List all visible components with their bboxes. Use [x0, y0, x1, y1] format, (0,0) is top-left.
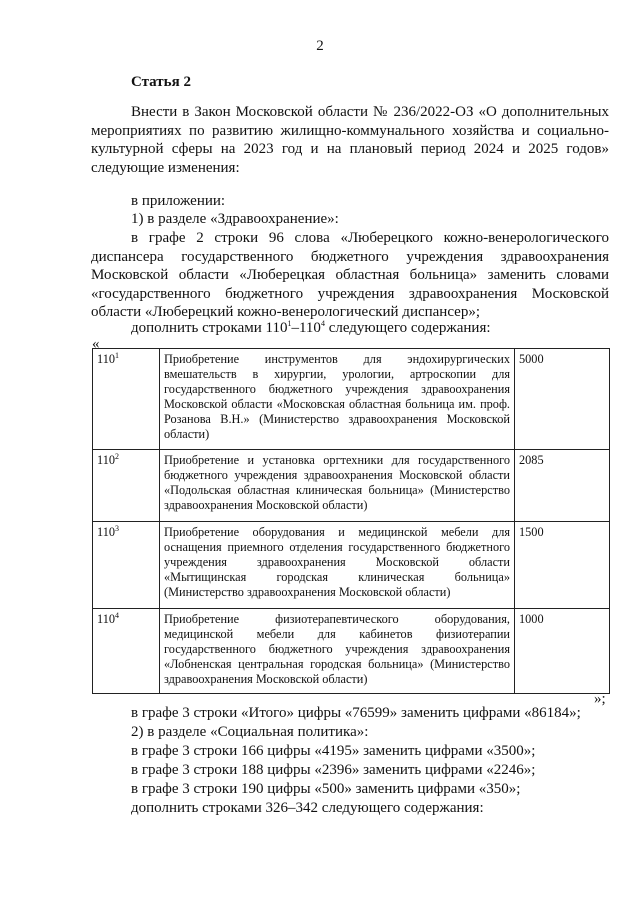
add-rows-prefix: дополнить строками 110 [131, 320, 288, 336]
intro-line: мероприятиях по развитию жилищно-коммунального хозяйства и социально- [91, 122, 609, 139]
row-amount: 1000 [515, 609, 610, 694]
section1-heading: 1) в разделе «Здравоохранение»: [131, 211, 339, 227]
add-rows-sup1: 1 [287, 319, 292, 328]
row-description: Приобретение инструментов для эндохирургических вмешательств в хирургии, урологии, артроскопии для государственного бюджетного учреждения здравоохранения Московской области «Московская областная больница им. проф. Розанова В.Н.» (Министерство здравоохранения Московской области) [160, 349, 515, 450]
annex-label: в приложении: [131, 193, 226, 209]
section1-line: Московской области «Люберецкая областная больница» заменить словами [91, 267, 609, 283]
table-row [93, 609, 610, 694]
table-row [93, 450, 610, 522]
article-title: Статья 2 [131, 74, 191, 90]
section1-line: «государственного бюджетного учреждения здравоохранения Московской [91, 285, 609, 302]
page-number: 2 [316, 38, 324, 54]
add-rows-dash: –110 [291, 320, 321, 336]
row-amount: 2085 [515, 450, 610, 522]
row-amount: 5000 [515, 349, 610, 450]
after-line: в графе 3 строки 166 цифры «4195» заменить цифрами «3500»; [131, 743, 536, 759]
section1-paragraph [91, 229, 609, 322]
row-number: $110^4$ [93, 609, 160, 694]
after-line: в графе 3 строки 190 цифры «500» заменить цифрами «350»; [131, 781, 521, 797]
quote-open: « [92, 336, 100, 352]
intro-line: следующие изменения: [91, 159, 240, 176]
quote-close: »; [594, 691, 606, 707]
row-number: $110^2$ [93, 450, 160, 522]
row-description: Приобретение физиотерапевтического оборудования, медицинской мебели для кабинетов физиотерапии государственного бюджетного учреждения здравоохранения «Лобненская центральная городская больница» (Министерство здравоохранения Московской области) [160, 609, 515, 694]
intro-line: культурной сферы на 2023 год и на плановый период 2024 и 2025 годов» [91, 141, 609, 157]
row-number: $110^1$ [93, 349, 160, 450]
after-line: дополнить строками 326–342 следующего содержания: [131, 800, 484, 816]
row-description: Приобретение оборудования и медицинской мебели для оснащения приемного отделения государственного бюджетного учреждения здравоохранения Московской области «Мытищинская городская клиническая больница» (Министерство здравоохранения Московской области) [160, 522, 515, 609]
after-line: в графе 3 строки 188 цифры «2396» заменить цифрами «2246»; [131, 762, 536, 778]
add-rows-suffix: следующего содержания: [324, 320, 491, 336]
intro-paragraph [91, 103, 609, 177]
intro-line: Внести в Закон Московской области № 236/2022-ОЗ «О дополнительных [131, 104, 609, 120]
add-rows-line [131, 320, 491, 337]
row-amount: 1500 [515, 522, 610, 609]
row-number: $110^3$ [93, 522, 160, 609]
table-row [93, 349, 610, 450]
section1-line: области «Люберецкий кожно-венерологический диспансер»; [91, 304, 481, 320]
add-rows-sup2: 4 [320, 319, 325, 328]
section1-line: диспансера государственного бюджетного учреждения здравоохранения [91, 248, 609, 265]
after-line: в графе 3 строки «Итого» цифры «76599» заменить цифрами «86184»; [131, 705, 581, 721]
table-row [93, 522, 610, 609]
after-line: 2) в разделе «Социальная политика»: [131, 724, 369, 740]
section1-line: в графе 2 строки 96 слова «Люберецкого кожно-венерологического [131, 230, 609, 246]
amendment-table [92, 348, 610, 694]
row-description: Приобретение и установка оргтехники для государственного бюджетного учреждения здравоохранения Московской области «Подольская областная клиническая больница» (Министерство здравоохранения Московской области) [160, 450, 515, 522]
